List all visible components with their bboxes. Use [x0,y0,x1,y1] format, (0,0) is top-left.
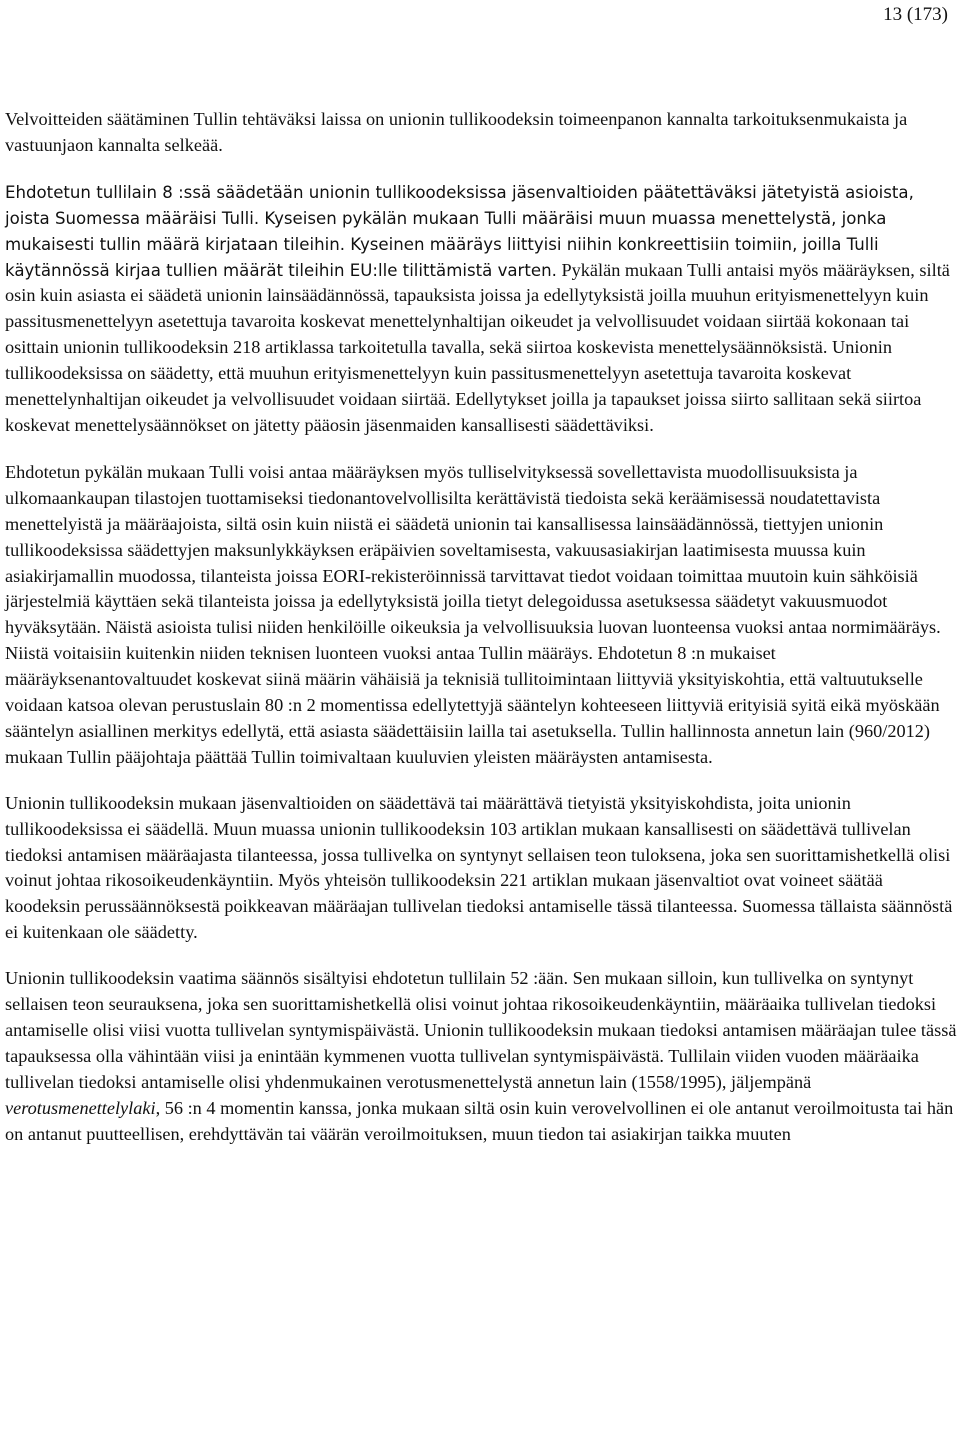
page-number: 13 (173) [883,4,948,25]
document-body [5,107,958,1148]
paragraph-text: Ehdotetun tullilain 8 :ssä säädetään unionin tullikoodeksissa jäsenvaltioiden päätettäväksi jätetyistä asioista, joista Suomessa määräisi Tulli. Kyseisen pykälän mukaan Tulli määräisi muun muassa menettelystä, jonka mukaisesti tullin määrä kirjataan tileihin. Kyseinen määräys liittyisi niihin konkreettisiin toimiin, joilla Tulli käytännössä kirjaa tullien määrät tileihin EU:lle tilittämistä varten. [5,182,914,280]
paragraph [5,460,958,771]
paragraph [5,791,958,946]
paragraph-text: Pykälän mukaan Tulli antaisi myös määräyksen, siltä osin kuin asiasta ei säädetä unionin lainsäädännössä, tapauksista joissa ja edellytyksistä joilla muuhun erityismenettelyyn kuin passitusmenettelyyn asetettuja tavaroita koskevat menettelynhaltijan oikeudet ja velvollisuudet voidaan siirtää kokonaan tai osittain unionin tullikoodeksin 218 artiklassa tarkoitetulla tavalla, sekä siirtoa koskevista menettelysäännöksistä. Unionin tullikoodeksissa on säädetty, että muuhun erityismenettelyyn kuin passitusmenettelyyn asetettuja tavaroita koskevat menettelynhaltijan oikeudet ja velvollisuudet voidaan siirtää. Edellytykset joilla ja tapaukset joissa siirto sallitaan sekä siirtoa koskevat menettelysäännökset on jätetty pääosin jäsenmaiden kansallisesti säädettäviksi. [5,259,950,435]
paragraph [5,180,958,439]
paragraph-text: Velvoitteiden säätäminen Tullin tehtäväksi laissa on unionin tullikoodeksin toimeenpanon kannalta tarkoituksenmukaista ja vastuunjaon kannalta selkeää. [5,109,908,155]
paragraph [5,966,958,1147]
paragraph [5,107,958,159]
paragraph-text: Ehdotetun pykälän mukaan Tulli voisi antaa määräyksen myös tulliselvityksessä sovellettavista muodollisuuksista ja ulkomaankaupan tilastojen tuottamiseksi tiedonantovelvollisilta kerättävistä tiedoista sekä keräämisessä noudatettavista menettelyistä ja määräajoista, siltä osin kuin niistä ei säädetä unionin tai kansallisessa lainsäädännössä, tiettyjen unionin tullikoodeksissa säädettyjen maksunlykkäyksen eräpäivien soveltamisesta, vakuusasiakirjan laatimisesta muussa kuin asiakirjamallin muodossa, tilanteista joissa EORI-rekisteröinnissä tarvittavat tiedot voidaan toimittaa muutoin kuin sähköisiä järjestelmiä käyttäen sekä tilanteista joissa ja edellytyksistä joilla tietyt delegoidussa asetuksessa säädetyt vakuusmuodot hyväksytään. Näistä asioista tulisi niiden henkilöille oikeuksia ja velvollisuuksia luovan luonteensa vuoksi antaa normimääräys. Niistä voitaisiin kuitenkin niiden teknisen luonteen vuoksi antaa Tullin määräys. Ehdotetun 8 :n mukaiset määräyksenantovaltuudet koskevat siinä määrin vähäisiä ja teknisiä tullitoimintaan liittyviä yksityiskohtia, että valtuutukselle voidaan katsoa olevan perustuslain 80 :n 2 momentissa edellytettyjä sääntelyn kohteeseen liittyviä erityisiä syitä eikä myöskään sääntelyn asiallinen merkitys edellytä, että asiasta säädettäisiin lailla tai asetuksella. Tullin hallinnosta annetun lain (960/2012) mukaan Tullin pääjohtaja päättää Tullin toimivaltaan kuuluvien yleisten määräysten antamisesta. [5,461,941,767]
paragraph-text: Unionin tullikoodeksin vaatima säännös sisältyisi ehdotetun tullilain 52 :ään. Sen mukaan silloin, kun tullivelka on syntynyt sellaisen teon seurauksena, joka sen suorittamishetkellä olisi voinut johtaa rikosoikeudenkäyntiin, määräaika tullivelan tiedoksi antamiselle olisi viisi vuotta tullivelan syntymispäivästä. Unionin tullikoodeksin mukaan tiedoksi antamisen määräajan tulee tässä tapauksessa olla vähintään viisi ja enintään kymmenen vuotta tullivelan syntymispäivästä. Tullilain viiden vuoden määräaika tullivelan tiedoksi antamiselle olisi yhdenmukainen verotusmenettelystä annetun lain (1558/1995), jäljempänä [5,968,957,1092]
paragraph-text: , 56 :n 4 momentin kanssa, jonka mukaan siltä osin kuin verovelvollinen ei ole antanut veroilmoitusta tai hän on antanut puutteellisen, erehdyttävän tai väärän veroilmoituksen, muun tiedon tai asiakirjan taikka muuten [5,1097,954,1144]
italic-term: verotusmenettelylaki [5,1097,156,1118]
paragraph-text: Unionin tullikoodeksin mukaan jäsenvaltioiden on säädettävä tai määrättävä tietyistä yksityiskohdista, joita unionin tullikoodeksissa ei säädellä. Muun muassa unionin tullikoodeksin 103 artiklan mukaan kansallisesti on säädettävä tullivelan tiedoksi antamisen määräajasta tilanteessa, jossa tullivelka on syntynyt sellaisen teon tuloksena, joka sen suorittamishetkellä olisi voinut johtaa rikosoikeudenkäyntiin. Myös yhteisön tullikoodeksin 221 artiklan mukaan jäsenvaltiot ovat voineet säätää koodeksin perussäännöksestä poikkeavan määräajan tullivelan tiedoksi antamiselle tässä tilanteessa. Suomessa tällaista säännöstä ei kuitenkaan ole säädetty. [5,792,953,943]
